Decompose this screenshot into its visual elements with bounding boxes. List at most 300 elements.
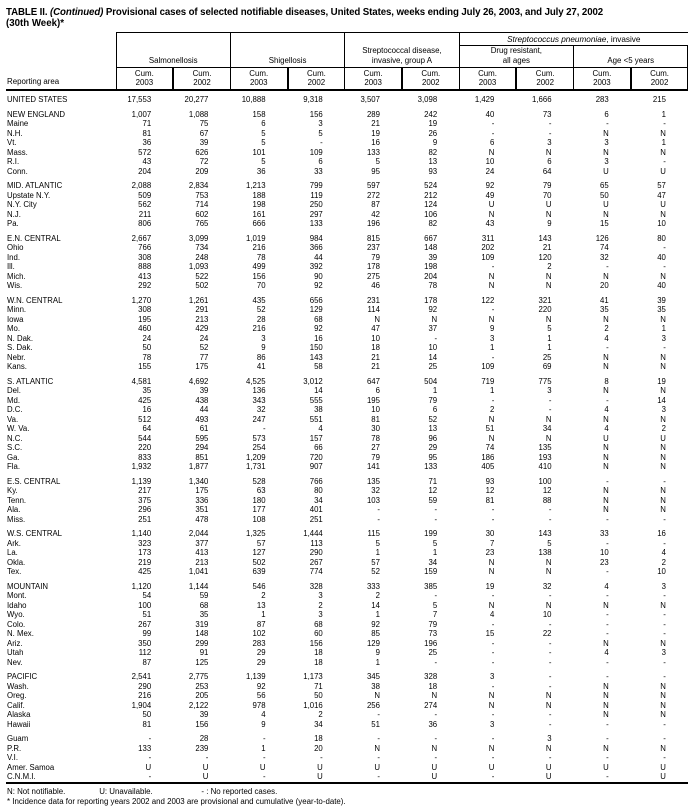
value-cell: -: [491, 514, 495, 524]
value-cell: 20: [600, 281, 609, 290]
value-cell: 80: [314, 486, 323, 495]
table-row: [6, 138, 688, 148]
value-cell: 2,122: [188, 700, 209, 710]
value-cell: 597: [366, 181, 380, 190]
value-cell: 1: [261, 610, 266, 619]
value-cell: 23: [600, 557, 609, 567]
value-cell: 56: [256, 691, 266, 700]
value-cell: 231: [366, 295, 380, 305]
value-cell: -: [262, 772, 266, 781]
value-cell: 119: [310, 190, 323, 200]
value-cell: 122: [481, 295, 495, 305]
table-row: [6, 496, 688, 506]
value-cell: 58: [314, 362, 323, 371]
value-cell: 129: [309, 305, 323, 314]
table-title: [6, 7, 688, 18]
value-cell: U: [603, 200, 609, 209]
reporting-area-cell: Nebr.: [7, 352, 26, 362]
table-row: [6, 396, 688, 406]
value-cell: 2: [261, 591, 266, 600]
value-cell: -: [663, 629, 666, 638]
col-group-age-under-5: [574, 46, 688, 68]
value-cell: 27: [371, 443, 380, 452]
value-cell: 283: [252, 638, 266, 648]
table-row: [6, 272, 688, 282]
value-cell: N: [488, 700, 495, 710]
value-cell: 133: [424, 462, 438, 471]
value-cell: 1,140: [131, 529, 152, 538]
value-cell: 10: [600, 548, 609, 557]
value-cell: -: [491, 772, 495, 781]
reporting-area-cell: PACIFIC: [7, 672, 38, 681]
value-cell: 626: [195, 147, 209, 157]
value-cell: N: [660, 209, 666, 219]
value-cell: U: [488, 762, 495, 772]
value-cell: 9: [432, 138, 438, 147]
value-cell: 528: [252, 476, 266, 486]
reporting-area-cell: N.H.: [7, 128, 23, 138]
section-mountain: [6, 577, 688, 668]
value-cell: 220: [138, 443, 152, 452]
value-cell: 714: [195, 200, 209, 209]
value-cell: 193: [538, 452, 552, 462]
value-cell: 3: [318, 610, 323, 619]
reporting-area-cell: Miss.: [7, 514, 26, 524]
value-cell: 6: [604, 109, 609, 119]
value-cell: N: [603, 147, 609, 157]
value-cell: 32: [371, 486, 380, 495]
value-cell: 14: [657, 395, 666, 405]
value-cell: -: [606, 672, 609, 681]
value-cell: N: [603, 362, 609, 371]
value-cell: 766: [309, 476, 323, 486]
group-label-rest: , invasive: [606, 35, 641, 44]
value-cell: N: [603, 271, 609, 281]
value-cell: 806: [138, 219, 152, 228]
value-cell: 1: [490, 386, 495, 395]
value-cell: 299: [195, 638, 209, 648]
value-cell: N: [545, 314, 552, 324]
value-cell: 274: [424, 700, 438, 710]
value-cell: 3: [661, 648, 666, 657]
value-cell: N: [660, 147, 666, 157]
value-cell: 14: [371, 600, 380, 610]
value-cell: 25: [428, 362, 438, 371]
value-cell: -: [262, 753, 266, 762]
col-header-age-under5-2003: Cum. 2003: [574, 68, 631, 91]
table-row: [6, 720, 688, 730]
value-cell: 34: [542, 424, 552, 433]
table-row: [6, 353, 688, 363]
value-cell: 775: [538, 376, 552, 386]
value-cell: 3: [261, 333, 266, 343]
value-cell: 1: [661, 109, 666, 119]
value-cell: 29: [256, 657, 266, 667]
value-cell: 79: [428, 395, 438, 405]
value-cell: 150: [309, 343, 323, 352]
value-cell: 385: [424, 581, 438, 591]
value-cell: 87: [371, 200, 380, 209]
value-cell: 30: [371, 424, 380, 433]
value-cell: -: [606, 514, 609, 524]
value-cell: 188: [252, 190, 266, 200]
col-group-salmonellosis: [116, 33, 230, 68]
value-cell: 1,429: [474, 95, 495, 104]
value-cell: -: [491, 619, 495, 629]
value-cell: N: [545, 209, 552, 219]
value-cell: 99: [142, 629, 152, 638]
section-wn-central: [6, 291, 688, 372]
value-cell: 502: [252, 557, 266, 567]
value-cell: N: [660, 128, 666, 138]
value-cell: 127: [252, 548, 266, 557]
value-cell: -: [663, 262, 666, 271]
value-cell: 178: [366, 262, 380, 271]
value-cell: 765: [195, 219, 209, 228]
value-cell: 3: [490, 672, 495, 681]
value-cell: 251: [138, 514, 152, 524]
value-cell: 3: [318, 591, 323, 600]
value-cell: 35: [600, 305, 609, 314]
section-united-states: [6, 90, 688, 105]
value-cell: 39: [199, 138, 209, 147]
value-cell: N: [488, 567, 495, 576]
value-cell: 254: [252, 443, 266, 452]
value-cell: N: [488, 743, 495, 753]
value-cell: 351: [195, 505, 209, 514]
value-cell: 5: [432, 600, 438, 610]
value-cell: 101: [252, 147, 266, 157]
value-cell: 50: [600, 190, 609, 200]
table-row: [6, 210, 688, 220]
value-cell: 647: [366, 376, 380, 386]
table-row: [6, 639, 688, 649]
group-label-line2: all ages: [502, 55, 530, 65]
value-cell: 13: [428, 157, 438, 166]
value-cell: -: [320, 753, 323, 762]
value-cell: N: [374, 314, 380, 324]
value-cell: -: [320, 138, 323, 147]
value-cell: 1: [432, 386, 438, 395]
value-cell: 32: [600, 252, 609, 262]
value-cell: 319: [195, 619, 209, 629]
value-cell: -: [663, 734, 666, 743]
value-cell: 1,270: [131, 295, 152, 305]
value-cell: 6: [432, 405, 438, 414]
value-cell: -: [663, 119, 666, 128]
value-cell: 308: [138, 305, 152, 314]
value-cell: -: [377, 505, 380, 514]
table-row: [6, 315, 688, 325]
table-row: [6, 629, 688, 639]
value-cell: 5: [261, 138, 266, 147]
value-cell: 34: [314, 495, 323, 505]
value-cell: 251: [309, 514, 323, 524]
value-cell: 40: [657, 281, 666, 290]
value-cell: 237: [366, 243, 380, 252]
reporting-area-cell: Wyo.: [7, 610, 25, 619]
value-cell: 734: [195, 243, 209, 252]
reporting-area-cell: UNITED STATES: [7, 95, 68, 104]
table-row: [6, 443, 688, 453]
section-new-england: [6, 105, 688, 177]
value-cell: 80: [657, 233, 666, 243]
value-cell: 114: [367, 305, 380, 314]
value-cell: 292: [138, 281, 152, 290]
value-cell: 5: [261, 128, 266, 138]
value-cell: 32: [542, 581, 552, 591]
value-cell: 1,041: [188, 567, 209, 576]
value-cell: 375: [138, 495, 152, 505]
value-cell: -: [491, 352, 495, 362]
value-cell: 129: [366, 638, 380, 648]
reporting-area-cell: MOUNTAIN: [7, 581, 49, 591]
reporting-area-cell: Colo.: [7, 619, 26, 629]
value-cell: 205: [195, 691, 209, 700]
value-cell: 35: [142, 386, 152, 395]
value-cell: 1,325: [246, 529, 266, 538]
value-cell: 93: [428, 166, 438, 176]
value-cell: 213: [195, 557, 209, 567]
value-cell: 85: [371, 629, 380, 638]
value-cell: U: [603, 762, 609, 772]
reporting-area-cell: Del.: [7, 386, 21, 395]
value-cell: 29: [428, 443, 438, 452]
value-cell: 6: [375, 386, 380, 395]
group-label-line2: invasive, group A: [371, 55, 432, 65]
value-cell: 720: [309, 452, 323, 462]
table-row: [6, 658, 688, 668]
value-cell: 133: [309, 219, 323, 228]
reporting-area-cell: N.C.: [7, 433, 23, 443]
value-cell: 87: [256, 619, 266, 629]
table-row: [6, 291, 688, 306]
value-cell: -: [491, 262, 495, 271]
value-cell: 109: [481, 252, 495, 262]
value-cell: 50: [142, 343, 152, 352]
value-cell: N: [660, 638, 666, 648]
value-cell: N: [660, 443, 666, 452]
value-cell: -: [548, 648, 552, 657]
value-cell: 52: [199, 343, 209, 352]
value-cell: -: [548, 119, 552, 128]
value-cell: -: [205, 753, 209, 762]
group-label-italic: Streptococcus pneumoniae: [507, 35, 607, 44]
value-cell: -: [491, 591, 495, 600]
value-cell: 1,904: [131, 700, 152, 710]
value-cell: -: [663, 343, 666, 352]
value-cell: -: [491, 710, 495, 719]
value-cell: 524: [424, 181, 438, 190]
value-cell: N: [660, 691, 666, 700]
value-cell: 29: [256, 648, 266, 657]
value-cell: N: [603, 691, 609, 700]
value-cell: 2,834: [188, 181, 209, 190]
value-cell: N: [431, 691, 438, 700]
value-cell: 10: [657, 219, 666, 228]
value-cell: N: [603, 700, 609, 710]
value-cell: 328: [424, 672, 438, 681]
value-cell: 34: [314, 719, 323, 729]
value-cell: 93: [485, 476, 495, 486]
reporting-area-cell: Alaska: [7, 710, 31, 719]
value-cell: -: [377, 772, 380, 781]
value-cell: 135: [366, 476, 380, 486]
value-cell: -: [491, 395, 495, 405]
value-cell: 44: [314, 252, 323, 262]
value-cell: 666: [252, 219, 266, 228]
value-cell: N: [660, 452, 666, 462]
table-row: [6, 548, 688, 558]
table-row: [6, 200, 688, 210]
value-cell: 6: [261, 119, 266, 128]
value-cell: -: [606, 538, 609, 548]
value-cell: 196: [366, 219, 380, 228]
value-cell: 9: [547, 219, 552, 228]
value-cell: 1,340: [188, 476, 209, 486]
value-cell: 73: [542, 109, 552, 119]
value-cell: -: [491, 648, 495, 657]
value-cell: U: [317, 762, 323, 772]
value-cell: 156: [252, 271, 266, 281]
value-cell: 3: [490, 333, 495, 343]
reporting-area-cell: E.N. CENTRAL: [7, 233, 61, 243]
value-cell: 17,553: [127, 95, 152, 104]
value-cell: N: [545, 147, 552, 157]
table-row: [6, 729, 688, 744]
value-cell: 215: [652, 95, 666, 104]
table-row: [6, 372, 688, 387]
value-cell: 59: [428, 495, 438, 505]
reporting-area-cell: Vt.: [7, 138, 17, 147]
value-cell: 544: [138, 433, 152, 443]
table-row: [6, 119, 688, 129]
value-cell: 3: [661, 333, 666, 343]
value-cell: 39: [199, 710, 209, 719]
value-cell: 478: [195, 514, 209, 524]
value-cell: -: [663, 657, 666, 667]
value-cell: N: [660, 710, 666, 719]
value-cell: N: [374, 743, 380, 753]
value-cell: N: [488, 557, 495, 567]
table-row: [6, 129, 688, 139]
value-cell: 12: [542, 486, 552, 495]
value-cell: -: [491, 681, 495, 691]
value-cell: N: [603, 452, 609, 462]
value-cell: 50: [314, 691, 323, 700]
value-cell: N: [431, 743, 438, 753]
value-cell: 602: [195, 209, 209, 219]
table-row: [6, 405, 688, 415]
col-header-shigellosis-2003: Cum. 2003: [230, 68, 287, 91]
value-cell: 851: [195, 452, 209, 462]
value-cell: 69: [542, 362, 552, 371]
reporting-area-cell: R.I.: [7, 157, 20, 166]
value-cell: 267: [309, 557, 323, 567]
section-en-central: [6, 229, 688, 291]
value-cell: 109: [481, 362, 495, 371]
table-row: [6, 524, 688, 539]
table-row: [6, 701, 688, 711]
value-cell: 4,525: [246, 376, 266, 386]
reporting-area-cell: Mo.: [7, 324, 20, 333]
value-cell: 19: [371, 128, 380, 138]
value-cell: 290: [309, 548, 323, 557]
value-cell: U: [603, 433, 609, 443]
value-cell: 435: [252, 295, 266, 305]
value-cell: 156: [309, 109, 323, 119]
value-cell: N: [603, 681, 609, 691]
value-cell: 148: [424, 243, 438, 252]
value-cell: 425: [138, 567, 152, 576]
value-cell: 766: [138, 243, 152, 252]
value-cell: 248: [195, 252, 209, 262]
value-cell: 57: [657, 181, 666, 190]
table-title-continued: (Continued): [50, 7, 104, 18]
reporting-area-cell: C.N.M.I.: [7, 772, 36, 781]
value-cell: 1: [547, 333, 552, 343]
value-cell: 78: [371, 433, 380, 443]
value-cell: N: [545, 700, 552, 710]
group-label: Shigellosis: [268, 55, 307, 65]
value-cell: 333: [366, 581, 380, 591]
table-row: [6, 453, 688, 463]
reporting-area-cell: Md.: [7, 395, 20, 405]
value-cell: 1: [547, 343, 552, 352]
col-header-drug-resistant-2003: Cum. 2003: [459, 68, 516, 91]
value-cell: -: [548, 638, 552, 648]
value-cell: -: [548, 753, 552, 762]
value-cell: 143: [538, 529, 552, 538]
value-cell: 91: [199, 648, 209, 657]
value-cell: 16: [657, 529, 666, 538]
value-cell: 345: [366, 672, 380, 681]
value-cell: 92: [314, 281, 323, 290]
value-cell: 106: [424, 209, 438, 219]
value-cell: 4,692: [188, 376, 209, 386]
reporting-area-cell: Wash.: [7, 681, 29, 691]
value-cell: 4: [604, 405, 609, 414]
value-cell: 2: [547, 262, 552, 271]
value-cell: 2,044: [188, 529, 209, 538]
value-cell: 5: [547, 538, 552, 548]
value-cell: 3: [547, 734, 552, 743]
value-cell: 1,731: [246, 462, 266, 471]
value-cell: 112: [138, 648, 152, 657]
value-cell: 135: [538, 443, 552, 452]
value-cell: N: [603, 462, 609, 471]
value-cell: 1,007: [131, 109, 152, 119]
value-cell: 30: [485, 529, 495, 538]
value-cell: 1,173: [303, 672, 323, 681]
value-cell: 4: [318, 424, 323, 433]
value-cell: 272: [366, 190, 380, 200]
value-cell: 79: [371, 452, 380, 462]
reporting-area-cell: Ariz.: [7, 638, 23, 648]
value-cell: 216: [138, 691, 152, 700]
reporting-area-cell: P.R.: [7, 743, 22, 753]
value-cell: 155: [138, 362, 152, 371]
value-cell: -: [548, 681, 552, 691]
value-cell: 124: [424, 200, 438, 209]
value-cell: 10: [657, 567, 666, 576]
value-cell: 95: [428, 452, 438, 462]
group-label-line1: Streptococcal disease,: [362, 46, 442, 55]
value-cell: 13: [428, 424, 438, 433]
value-cell: 92: [428, 305, 438, 314]
value-cell: 3,507: [360, 95, 380, 104]
table-row: [6, 753, 688, 763]
